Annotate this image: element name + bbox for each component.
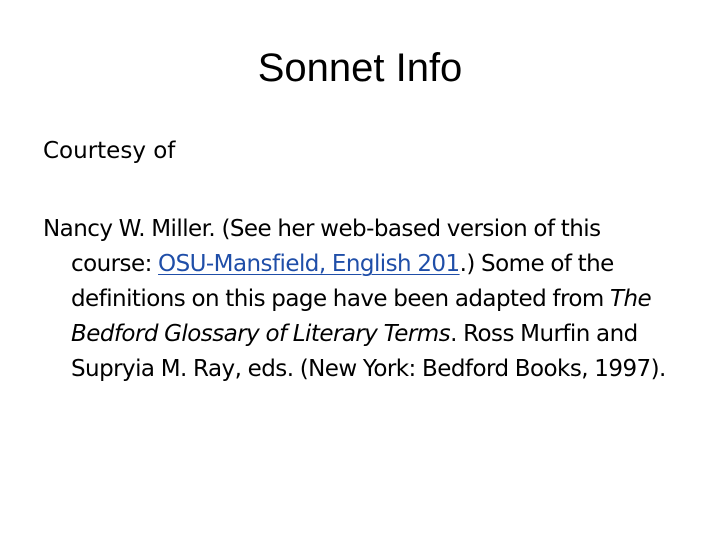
- attribution-text-part2: .) Some of the definitions on this page have been adapted from: [71, 251, 614, 312]
- courtesy-line: Courtesy of: [43, 138, 176, 164]
- slide-title: Sonnet Info: [257, 46, 463, 90]
- book-title: The Bedford Glossary of Literary Terms: [71, 286, 652, 347]
- attribution-paragraph: [43, 212, 683, 387]
- osu-mansfield-course-link[interactable]: OSU-Mansfield, English 201: [158, 251, 460, 277]
- slide-body: [43, 134, 683, 387]
- attribution-text-part1: Nancy W. Miller. (See her web-based version of this course:: [43, 216, 601, 277]
- attribution-text-part3: . Ross Murfin and Supryia M. Ray, eds. (New York: Bedford Books, 1997).: [71, 321, 666, 382]
